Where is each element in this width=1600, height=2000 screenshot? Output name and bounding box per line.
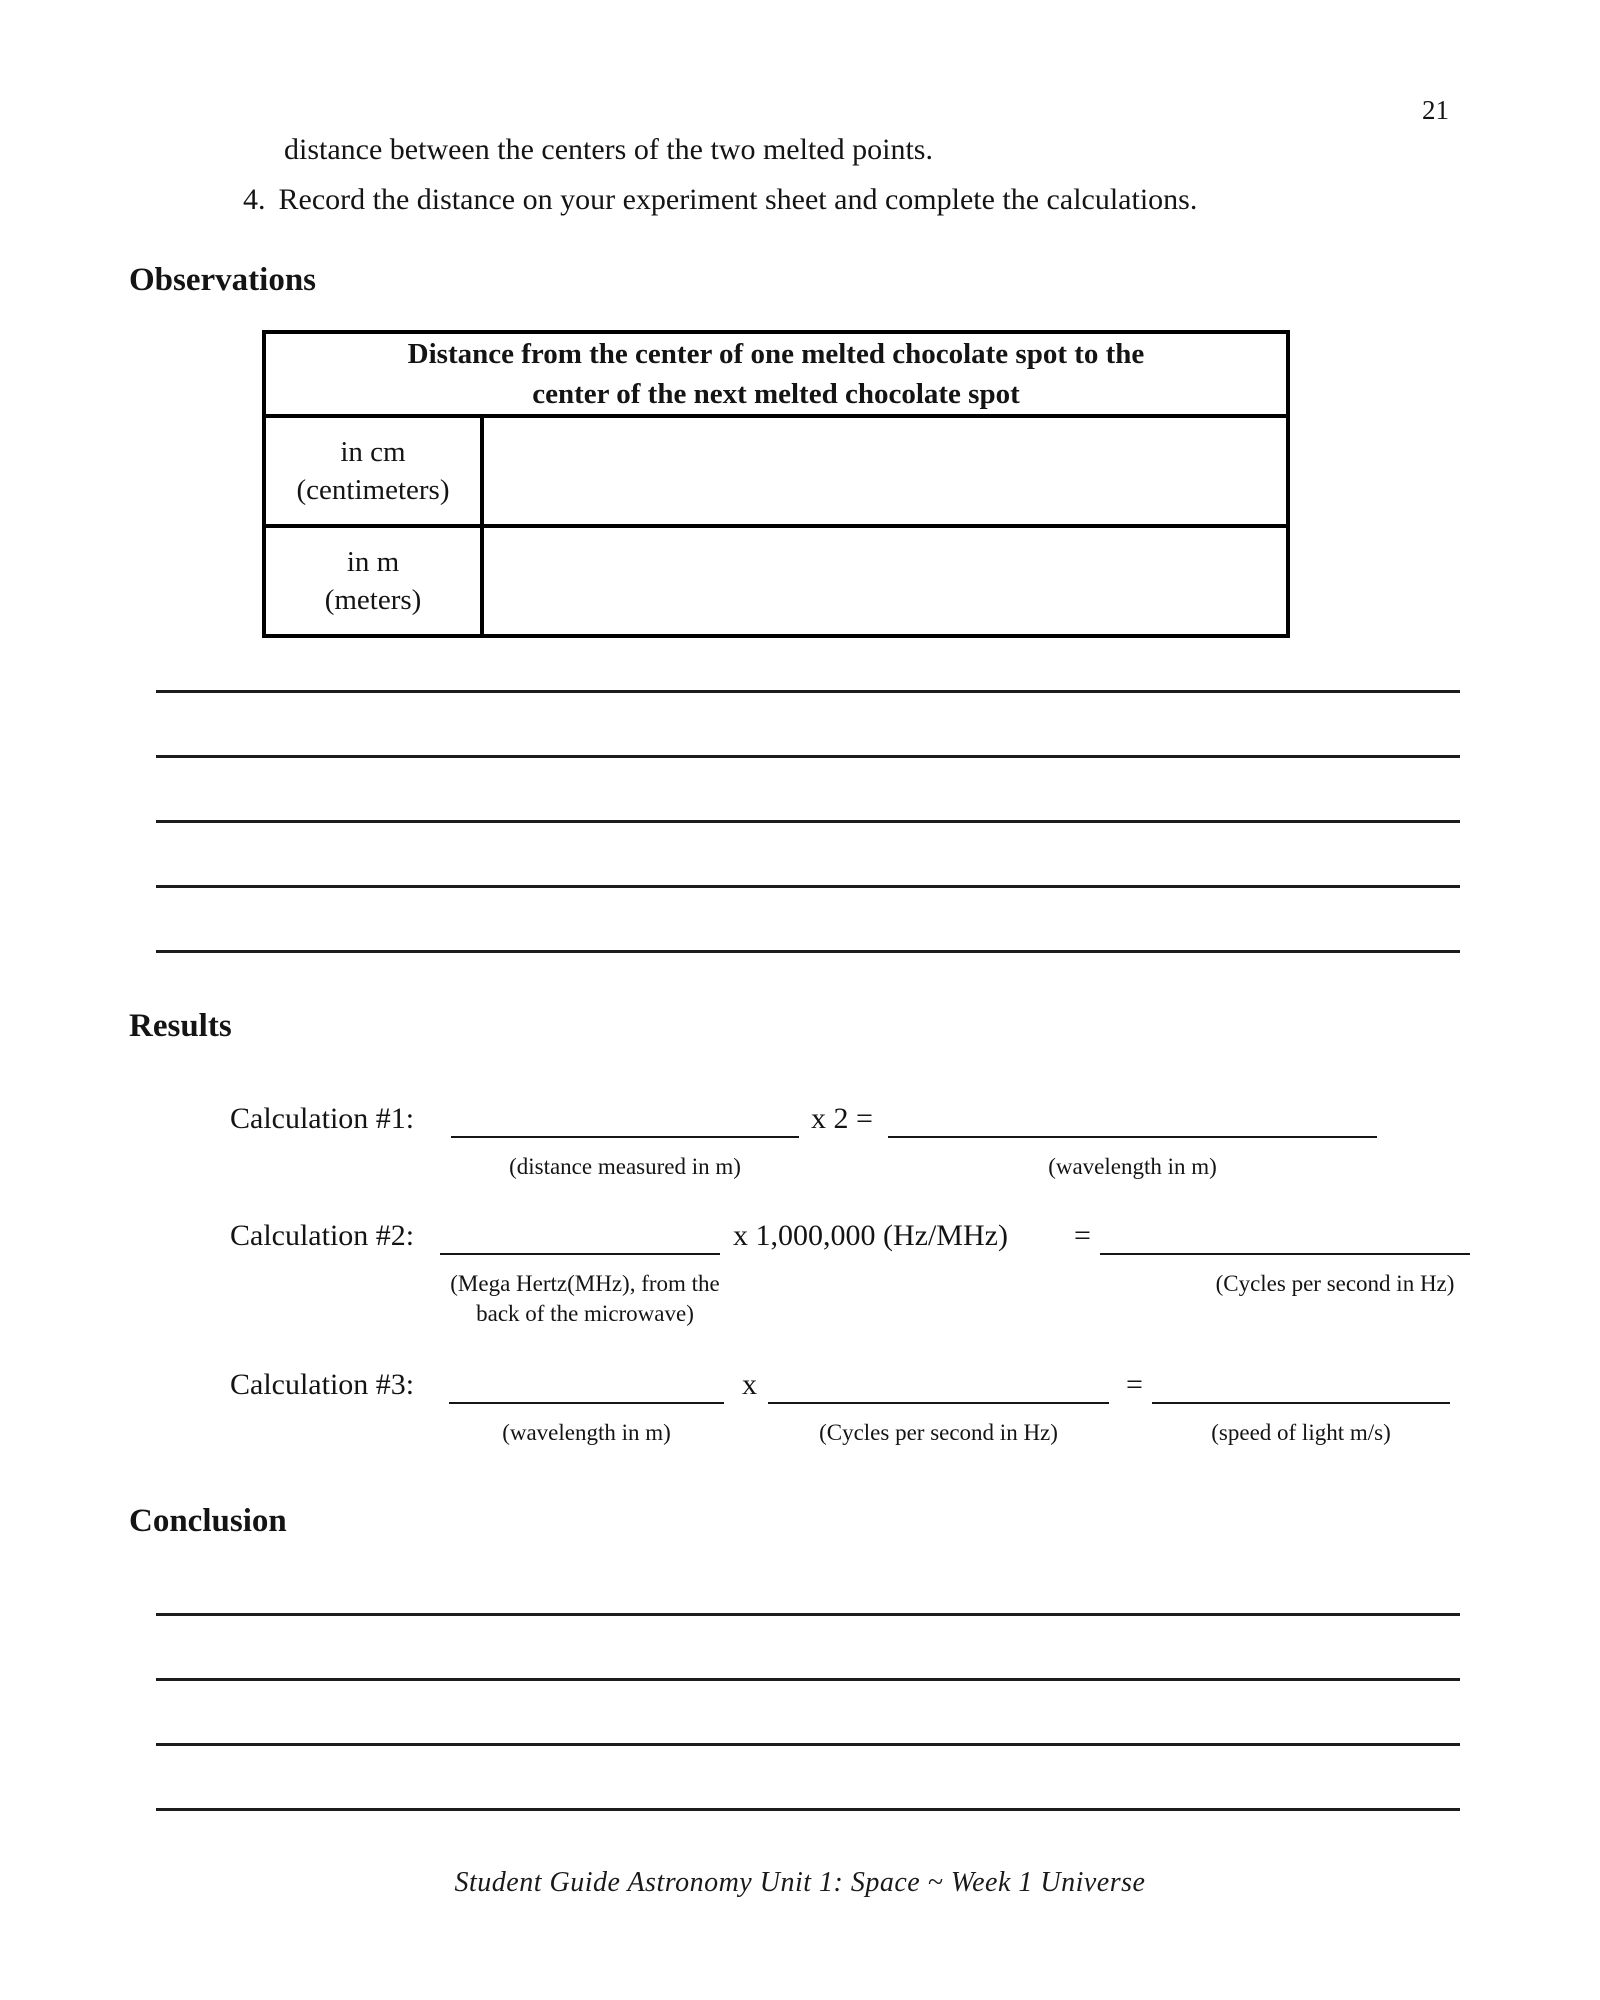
- calc2-blank-2[interactable]: [1100, 1225, 1470, 1255]
- ruled-line[interactable]: [156, 823, 1460, 888]
- table-row-cm: [266, 418, 1286, 528]
- row-label-cm-line2: (centimeters): [296, 474, 450, 506]
- table-row-m: [266, 528, 1286, 634]
- calc3-blank-1[interactable]: [449, 1374, 724, 1404]
- answer-cell-cm[interactable]: [484, 418, 1286, 524]
- ruled-line[interactable]: [156, 1551, 1460, 1616]
- row-label-m: [266, 528, 484, 634]
- calc1-operator: x 2 =: [811, 1102, 873, 1135]
- calculation-1-row: [0, 1102, 1600, 1222]
- footer-text: Student Guide Astronomy Unit 1: Space ~ Week 1 Universe: [454, 1867, 1146, 1898]
- calc2-blank-1[interactable]: [440, 1225, 720, 1255]
- calculation-3-row: [0, 1368, 1600, 1488]
- ruled-line[interactable]: [156, 1616, 1460, 1681]
- calc2-operator: x 1,000,000 (Hz/MHz): [733, 1219, 1008, 1252]
- ruled-line[interactable]: [156, 1746, 1460, 1811]
- calc1-label: Calculation #1:: [230, 1102, 415, 1135]
- calc3-caption-2: (Cycles per second in Hz): [819, 1420, 1058, 1445]
- list-item-step-4: [243, 183, 1197, 217]
- page-number: 21: [1422, 95, 1449, 125]
- conclusion-heading: Conclusion: [129, 1503, 287, 1539]
- calc3-caption-1: (wavelength in m): [502, 1420, 671, 1445]
- row-label-m-line2: (meters): [324, 584, 422, 616]
- calc1-blank-2[interactable]: [888, 1108, 1377, 1138]
- row-label-cm-line1: in cm: [340, 436, 406, 468]
- ruled-line[interactable]: [156, 888, 1460, 953]
- calc3-equals: =: [1126, 1368, 1143, 1401]
- calc3-blank-3[interactable]: [1152, 1374, 1450, 1404]
- observations-writing-lines: [156, 628, 1460, 953]
- table-header-line1: Distance from the center of one melted chocolate spot to the: [407, 338, 1145, 370]
- calculation-2-row: [0, 1219, 1600, 1339]
- observations-heading: Observations: [129, 262, 317, 298]
- calc2-caption-1: [430, 1269, 740, 1329]
- observations-table: [262, 330, 1290, 638]
- calc2-caption-1-line1: (Mega Hertz(MHz), from the: [450, 1271, 720, 1296]
- step-text: Record the distance on your experiment sheet and complete the calculations.: [278, 183, 1198, 216]
- calc3-label: Calculation #3:: [230, 1368, 415, 1401]
- calc1-caption-1: (distance measured in m): [509, 1154, 741, 1179]
- calc2-label: Calculation #2:: [230, 1219, 415, 1252]
- calc2-caption-1-line2: back of the microwave): [476, 1301, 694, 1326]
- ruled-line[interactable]: [156, 758, 1460, 823]
- row-label-m-line1: in m: [346, 546, 400, 578]
- calc1-blank-1[interactable]: [451, 1108, 799, 1138]
- ruled-line[interactable]: [156, 1681, 1460, 1746]
- calc3-caption-3: (speed of light m/s): [1211, 1420, 1391, 1445]
- table-header-line2: center of the next melted chocolate spot: [532, 378, 1020, 410]
- calc3-blank-2[interactable]: [768, 1374, 1109, 1404]
- calc3-operator: x: [742, 1368, 757, 1401]
- paragraph-continuation: distance between the centers of the two melted points.: [284, 133, 933, 166]
- conclusion-writing-lines: [156, 1551, 1460, 1811]
- ruled-line[interactable]: [156, 693, 1460, 758]
- answer-cell-m[interactable]: [484, 528, 1286, 634]
- calc2-equals: =: [1074, 1219, 1091, 1252]
- calc2-caption-2: (Cycles per second in Hz): [1215, 1271, 1455, 1296]
- row-label-cm: [266, 418, 484, 524]
- results-heading: Results: [129, 1008, 232, 1044]
- step-number: 4.: [243, 183, 266, 216]
- table-header: [266, 334, 1286, 418]
- calc1-caption-2: (wavelength in m): [1048, 1154, 1217, 1179]
- ruled-line[interactable]: [156, 628, 1460, 693]
